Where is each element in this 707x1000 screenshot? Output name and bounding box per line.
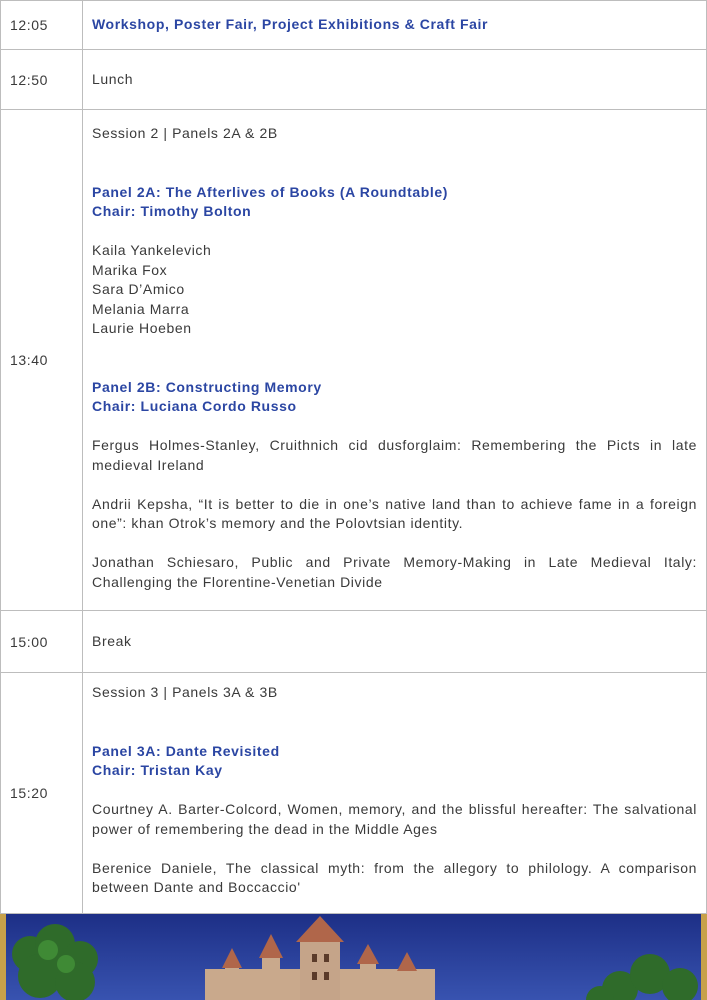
event-cell xyxy=(83,110,706,610)
panel-title: Panel 3A: Dante Revisited xyxy=(92,742,280,759)
speaker-name: Sara D’Amico xyxy=(92,281,185,297)
event-cell xyxy=(83,50,706,109)
time-cell: 15:00 xyxy=(1,611,83,672)
speaker-name: Laurie Hoeben xyxy=(92,320,192,336)
schedule-row xyxy=(0,673,707,914)
panel-title: Panel 2A: The Afterlives of Books (A Roundtable) xyxy=(92,183,449,200)
manuscript-illustration xyxy=(0,914,707,1000)
paper-entry: Jonathan Schiesaro, Public and Private Memory-Making in Late Medieval Italy: Challenging the Florentine-Venetian Divide xyxy=(92,554,697,590)
event-title: Lunch xyxy=(92,70,134,87)
panel-chair: Chair: Tristan Kay xyxy=(92,762,223,778)
event-title: Break xyxy=(92,632,132,649)
speaker-name: Melania Marra xyxy=(92,300,190,317)
speaker-name: Marika Fox xyxy=(92,261,168,278)
panel-title: Panel 2B: Constructing Memory xyxy=(92,378,322,395)
time-cell: 13:40 xyxy=(1,110,83,610)
event-title: Workshop, Poster Fair, Project Exhibitions & Craft Fair xyxy=(92,16,489,33)
schedule-row xyxy=(0,611,707,673)
time-cell: 12:05 xyxy=(1,1,83,49)
speaker-name: Kaila Yankelevich xyxy=(92,242,212,258)
schedule-row xyxy=(0,50,707,110)
event-cell xyxy=(83,611,706,672)
time-cell: 12:50 xyxy=(1,50,83,109)
session-label: Session 2 | Panels 2A & 2B xyxy=(92,125,278,141)
schedule-row xyxy=(0,0,707,50)
panel-chair: Chair: Timothy Bolton xyxy=(92,203,252,219)
event-cell xyxy=(83,1,706,49)
paper-entry: Courtney A. Barter-Colcord, Women, memory, and the blissful hereafter: The salvational power of remembering the dead in the Middle Ages xyxy=(92,801,697,837)
schedule-row xyxy=(0,110,707,611)
event-cell xyxy=(83,673,706,913)
paper-entry: Fergus Holmes-Stanley, Cruithnich cid dusforglaim: Remembering the Picts in late medieval Ireland xyxy=(92,437,697,473)
time-cell: 15:20 xyxy=(1,673,83,913)
paper-entry: Andrii Kepsha, “It is better to die in one’s native land than to achieve fame in a foreign one”: khan Otrok’s memory and the Polovtsian identity. xyxy=(92,495,697,531)
paper-entry: Berenice Daniele, The classical myth: from the allegory to philology. A comparison between Dante and Boccaccio' xyxy=(92,859,697,895)
panel-chair: Chair: Luciana Cordo Russo xyxy=(92,398,297,414)
castle-landscape-image xyxy=(0,914,707,1000)
session-label: Session 3 | Panels 3A & 3B xyxy=(92,684,278,700)
